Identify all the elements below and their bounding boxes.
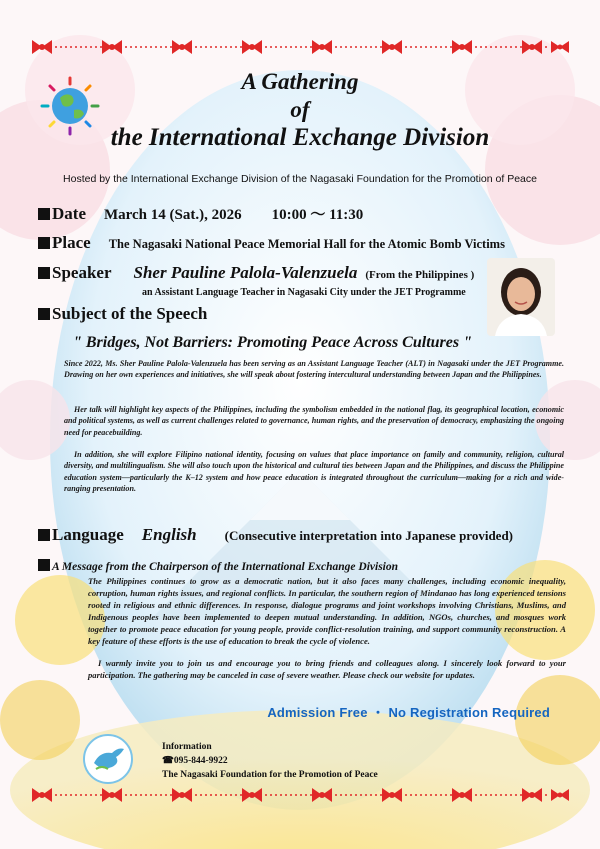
square-bullet-icon — [38, 529, 50, 541]
place-row — [38, 233, 505, 253]
info-phone: ☎095-844-9922 — [162, 756, 228, 766]
subject-label: Subject of the Speech — [52, 304, 208, 323]
info-organization: The Nagasaki Foundation for the Promotion of Peace — [162, 770, 378, 780]
square-bullet-icon — [38, 237, 50, 249]
date-label: Date — [52, 204, 86, 223]
subject-row — [38, 304, 207, 324]
language-label: Language — [52, 525, 124, 544]
speaker-name: Sher Pauline Palola-Valenzuela — [133, 263, 358, 282]
info-block — [162, 740, 378, 782]
square-bullet-icon — [38, 208, 50, 220]
date-row — [38, 203, 363, 224]
speech-paragraph-2: Her talk will highlight key aspects of the Philippines, including the symbolism embedded in the national flag, its geographical location, economic and political systems, as well as current challenges related to governance, human rights, and the preservation of democracy, emphasizing the ongoing need for peacebuilding. — [64, 405, 564, 437]
message-paragraph-1: The Philippines continues to grow as a democratic nation, but it also faces many challenges, including economic inequality, corruption, human rights issues, and regional conflicts. In particular, the southern region of Mindanao has long experienced tensions rooted in religious and ethnic differences. In response, dialogue programs and joint workshops involving Christians, Muslims, and Indigenous peoples have been implemented to deepen mutual understanding. In addition, NGOs, churches, and mosques work together to promote peace education for young people, provide conflict-resolution training, and support community reconstruction. A key feature of these efforts is the use of education to break the cycle of violence. — [88, 576, 566, 646]
interpretation-note: (Consecutive interpretation into Japanese provided) — [224, 528, 514, 543]
square-bullet-icon — [38, 267, 50, 279]
bow-border-top — [30, 36, 570, 58]
speaker-label: Speaker — [52, 263, 112, 282]
date-value: March 14 (Sat.), 2026 — [103, 207, 242, 223]
message-title: A Message from the Chairperson of the International Exchange Division — [52, 561, 399, 573]
speech-title: " Bridges, Not Barriers: Promoting Peace Across Cultures " — [73, 334, 472, 351]
speaker-row — [38, 263, 474, 283]
speaker-photo — [487, 258, 555, 336]
language-row — [38, 525, 513, 545]
time-value: 10:00 〜 11:30 — [271, 207, 364, 223]
place-value: The Nagasaki National Peace Memorial Hall for the Atomic Bomb Victims — [108, 237, 505, 251]
square-bullet-icon — [38, 559, 50, 571]
speech-paragraph-3: In addition, she will explore Filipino national identity, focusing on values that place importance on family and community, religion, cultural diversity, and multilingualism. She will also touch upon the historical and cultural ties between Japan and the Philippines, and discuss the Philippine education system—particularly the K–12 system and how peace education is integrated throughout the curriculum—making for a rich and wide-ranging presentation. — [64, 450, 564, 493]
info-heading: Information — [162, 742, 212, 752]
message-paragraph-2: I warmly invite you to join us and encourage you to bring friends and colleagues along. I sincerely look forward to your participation. The gathering may be canceled in case of severe weather. Please check our website for updates. — [88, 658, 566, 680]
hosted-by-text: Hosted by the International Exchange Division of the Nagasaki Foundation for the Promotion of Peace — [63, 173, 537, 185]
speaker-role: an Assistant Language Teacher in Nagasaki City under the JET Programme — [142, 287, 466, 298]
admission-banner: Admission Free ・ No Registration Required — [267, 705, 550, 720]
speech-paragraph-1: Since 2022, Ms. Sher Pauline Palola-Valenzuela has been serving as an Assistant Language Teacher (ALT) in Nagasaki under the JET Programme. Drawing on her own experiences and initiatives, she will speak about fostering intercultural understanding between Japan and the Philippines. — [64, 359, 564, 380]
place-label: Place — [52, 233, 91, 252]
title-line-3: the International Exchange Division — [110, 124, 490, 151]
square-bullet-icon — [38, 308, 50, 320]
speaker-origin: (From the Philippines ) — [365, 269, 475, 281]
bow-border-bottom — [30, 784, 570, 806]
language-value: English — [141, 525, 197, 544]
message-heading — [38, 557, 398, 575]
dove-icon — [82, 733, 134, 785]
title-line-1: A Gathering — [241, 69, 359, 94]
title-line-2: of — [290, 97, 310, 122]
